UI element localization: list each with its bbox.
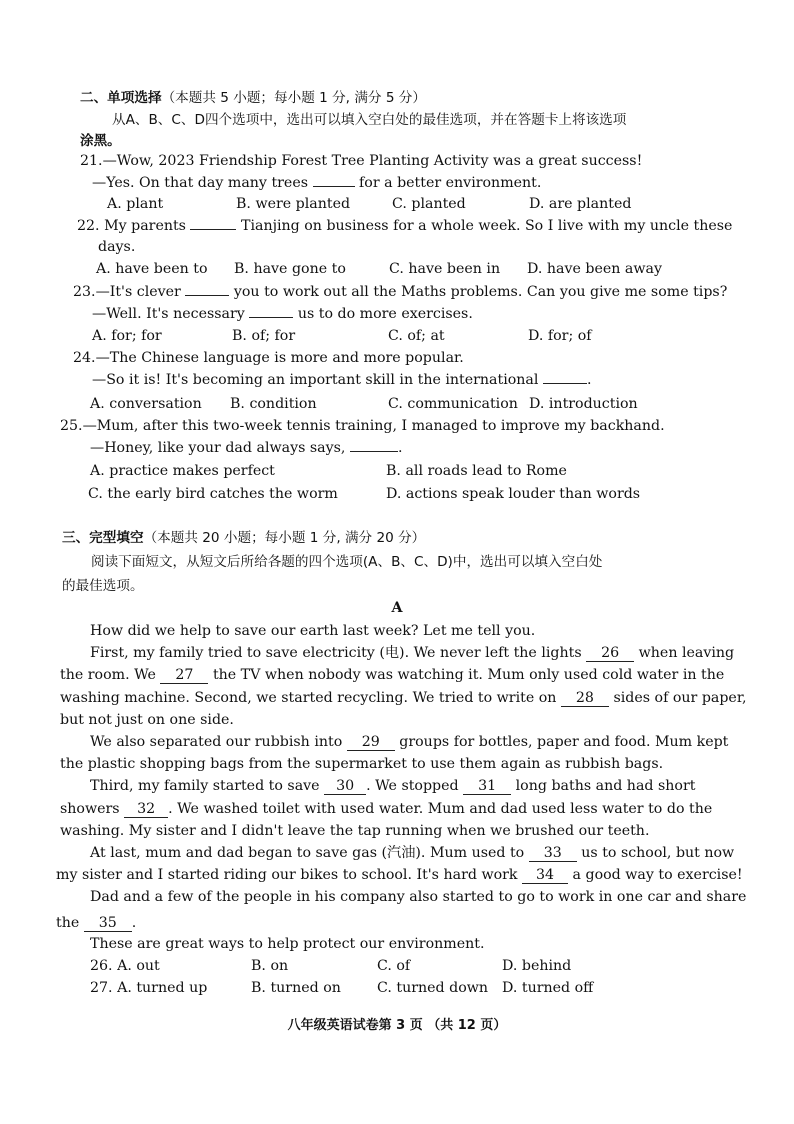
q25-line1: 25.—Mum, after this two-week tennis training, I managed to improve my backhand. [60, 418, 665, 434]
q23-text-b: you to work out all the Maths problems. Can you give me some tips? [233, 284, 728, 300]
q25-option-b: B. all roads lead to Rome [386, 463, 567, 479]
passage-p5-line1 [90, 843, 734, 863]
q21-option-c: C. planted [392, 196, 466, 212]
q22-line2: days. [98, 239, 136, 255]
p2-text-f: sides of our paper, [613, 690, 747, 706]
q24-option-d: D. introduction [529, 396, 638, 412]
passage-p4-line1 [90, 776, 695, 796]
q23-text-a: 23.—It's clever [73, 284, 181, 300]
q21-option-b: B. were planted [236, 196, 351, 212]
blank-33: 33 [529, 845, 577, 862]
q23-line2 [92, 304, 473, 324]
blank-35: 35 [84, 915, 132, 932]
passage-p2-line3 [60, 688, 747, 708]
q23-option-d: D. for; of [528, 328, 592, 344]
q24-blank [543, 383, 587, 384]
passage-p2-line2 [60, 665, 724, 685]
q26-option-d: D. behind [502, 958, 572, 974]
p2-text-b: when leaving [638, 645, 735, 661]
p5-text-a: At last, mum and dad began to save gas (汽油). Mum used to [90, 845, 525, 861]
section2-header [80, 88, 426, 108]
passage-p4-line3: washing. My sister and I didn't leave the tap running when we brushed our teeth. [60, 823, 650, 839]
blank-31: 31 [463, 778, 511, 795]
q26-option-a: 26. A. out [90, 958, 160, 974]
q23-text-c: —Well. It's necessary [92, 306, 245, 322]
q27-option-c: C. turned down [377, 980, 489, 996]
q26-option-c: C. of [377, 958, 411, 974]
q24-option-c: C. communication [388, 396, 518, 412]
passage-p6-line1: Dad and a few of the people in his company also started to go to work in one car and share [90, 889, 747, 905]
p4-text-e: . We washed toilet with used water. Mum and dad used less water to do the [168, 801, 713, 817]
q27-option-a: 27. A. turned up [90, 980, 208, 996]
p2-text-a: First, my family tried to save electricity (电). We never left the lights [90, 645, 582, 661]
section3-title: 三、完型填空 [62, 530, 144, 546]
p5-text-b: us to school, but now [581, 845, 735, 861]
p4-text-d: showers [60, 801, 120, 817]
q23-blank-2 [249, 317, 293, 318]
p3-text-a: We also separated our rubbish into [90, 734, 343, 750]
q23-option-c: C. of; at [388, 328, 445, 344]
q25-text: —Honey, like your dad always says, [90, 440, 346, 456]
q25-option-a: A. practice makes perfect [90, 463, 275, 479]
blank-26: 26 [586, 645, 634, 662]
page-footer: 八年级英语试卷第 3 页 （共 12 页） [287, 1018, 507, 1033]
blank-32: 32 [124, 801, 168, 818]
p6-text-a: the [56, 915, 80, 931]
q22-text-a: 22. My parents [77, 218, 186, 234]
q25-blank [350, 451, 398, 452]
blank-28: 28 [561, 690, 609, 707]
q24-line1: 24.—The Chinese language is more and more popular. [73, 350, 464, 366]
q21-line2 [92, 173, 541, 193]
p4-text-c: long baths and had short [515, 778, 696, 794]
section3-instruction-2: 的最佳选项。 [62, 578, 144, 594]
p4-text-a: Third, my family started to save [90, 778, 320, 794]
q21-option-a: A. plant [107, 196, 164, 212]
q25-line2: —Honey, like your dad always says, . [90, 440, 403, 456]
blank-30: 30 [324, 778, 366, 795]
passage-p6-line2 [56, 913, 136, 933]
p6-text-b: . [131, 915, 137, 931]
p5-text-c: my sister and I started riding our bikes to school. It's hard work [56, 867, 518, 883]
q22-option-a: A. have been to [96, 261, 208, 277]
q22-option-d: D. have been away [527, 261, 663, 277]
section3-instruction-1: 阅读下面短文，从短文后所给各题的四个选项(A、B、C、D)中，选出可以填入空白处 [91, 554, 603, 570]
section3-info: （本题共 20 小题；每小题 1 分, 满分 20 分） [143, 530, 426, 546]
passage-p2-line4: but not just on one side. [60, 712, 234, 728]
q27-option-b: B. turned on [251, 980, 341, 996]
passage-p4-line2 [60, 799, 712, 819]
section2-instruction-1: 从A、B、C、D四个选项中，选出可以填入空白处的最佳选项，并在答题卡上将该选项 [112, 112, 627, 128]
p4-text-b: . We stopped [366, 778, 459, 794]
passage-heading: A [391, 600, 403, 616]
blank-29: 29 [347, 734, 395, 751]
q23-line1 [73, 282, 727, 302]
section2-info: （本题共 5 小题；每小题 1 分, 满分 5 分） [161, 90, 426, 106]
p3-text-b: groups for bottles, paper and food. Mum kept [399, 734, 729, 750]
q25-option-c: C. the early bird catches the worm [88, 486, 338, 502]
passage-p1: How did we help to save our earth last week? Let me tell you. [90, 623, 536, 639]
p2-text-d: the TV when nobody was watching it. Mum only used cold water in the [212, 667, 725, 683]
q23-option-b: B. of; for [232, 328, 296, 344]
q22-option-b: B. have gone to [234, 261, 346, 277]
q25-option-d: D. actions speak louder than words [386, 486, 641, 502]
passage-p3-line2: the plastic shopping bags from the supermarket to use them again as rubbish bags. [60, 756, 664, 772]
q21-text-a: —Yes. On that day many trees [92, 175, 308, 191]
q24-option-b: B. condition [230, 396, 317, 412]
q23-blank-1 [185, 295, 229, 296]
q26-option-b: B. on [251, 958, 289, 974]
q21-line1: 21.—Wow, 2023 Friendship Forest Tree Planting Activity was a great success! [80, 153, 643, 169]
q23-text-d: us to do more exercises. [297, 306, 473, 322]
q21-option-d: D. are planted [529, 196, 632, 212]
section3-header [62, 528, 425, 548]
q27-option-d: D. turned off [502, 980, 594, 996]
blank-34: 34 [522, 867, 568, 884]
q24-text: —So it is! It's becoming an important skill in the international [92, 372, 539, 388]
section2-title: 二、单项选择 [80, 90, 162, 106]
q23-option-a: A. for; for [92, 328, 162, 344]
passage-p3-line1 [90, 732, 728, 752]
passage-p7: These are great ways to help protect our environment. [90, 936, 485, 952]
passage-p2-line1 [90, 643, 734, 663]
q24-line2: —So it is! It's becoming an important skill in the international . [92, 372, 592, 388]
passage-p5-line2 [56, 865, 743, 885]
q22-option-c: C. have been in [389, 261, 501, 277]
q22-line1 [77, 216, 732, 236]
section2-instruction-2: 涂黑。 [80, 133, 121, 149]
q22-text-b: Tianjing on business for a whole week. So I live with my uncle these [241, 218, 733, 234]
q21-blank [313, 186, 355, 187]
p2-text-c: the room. We [60, 667, 156, 683]
q24-option-a: A. conversation [90, 396, 202, 412]
blank-27: 27 [160, 667, 208, 684]
p5-text-d: a good way to exercise! [572, 867, 743, 883]
p2-text-e: washing machine. Second, we started recycling. We tried to write on [60, 690, 557, 706]
q22-blank [190, 229, 236, 230]
q21-text-b: for a better environment. [359, 175, 542, 191]
